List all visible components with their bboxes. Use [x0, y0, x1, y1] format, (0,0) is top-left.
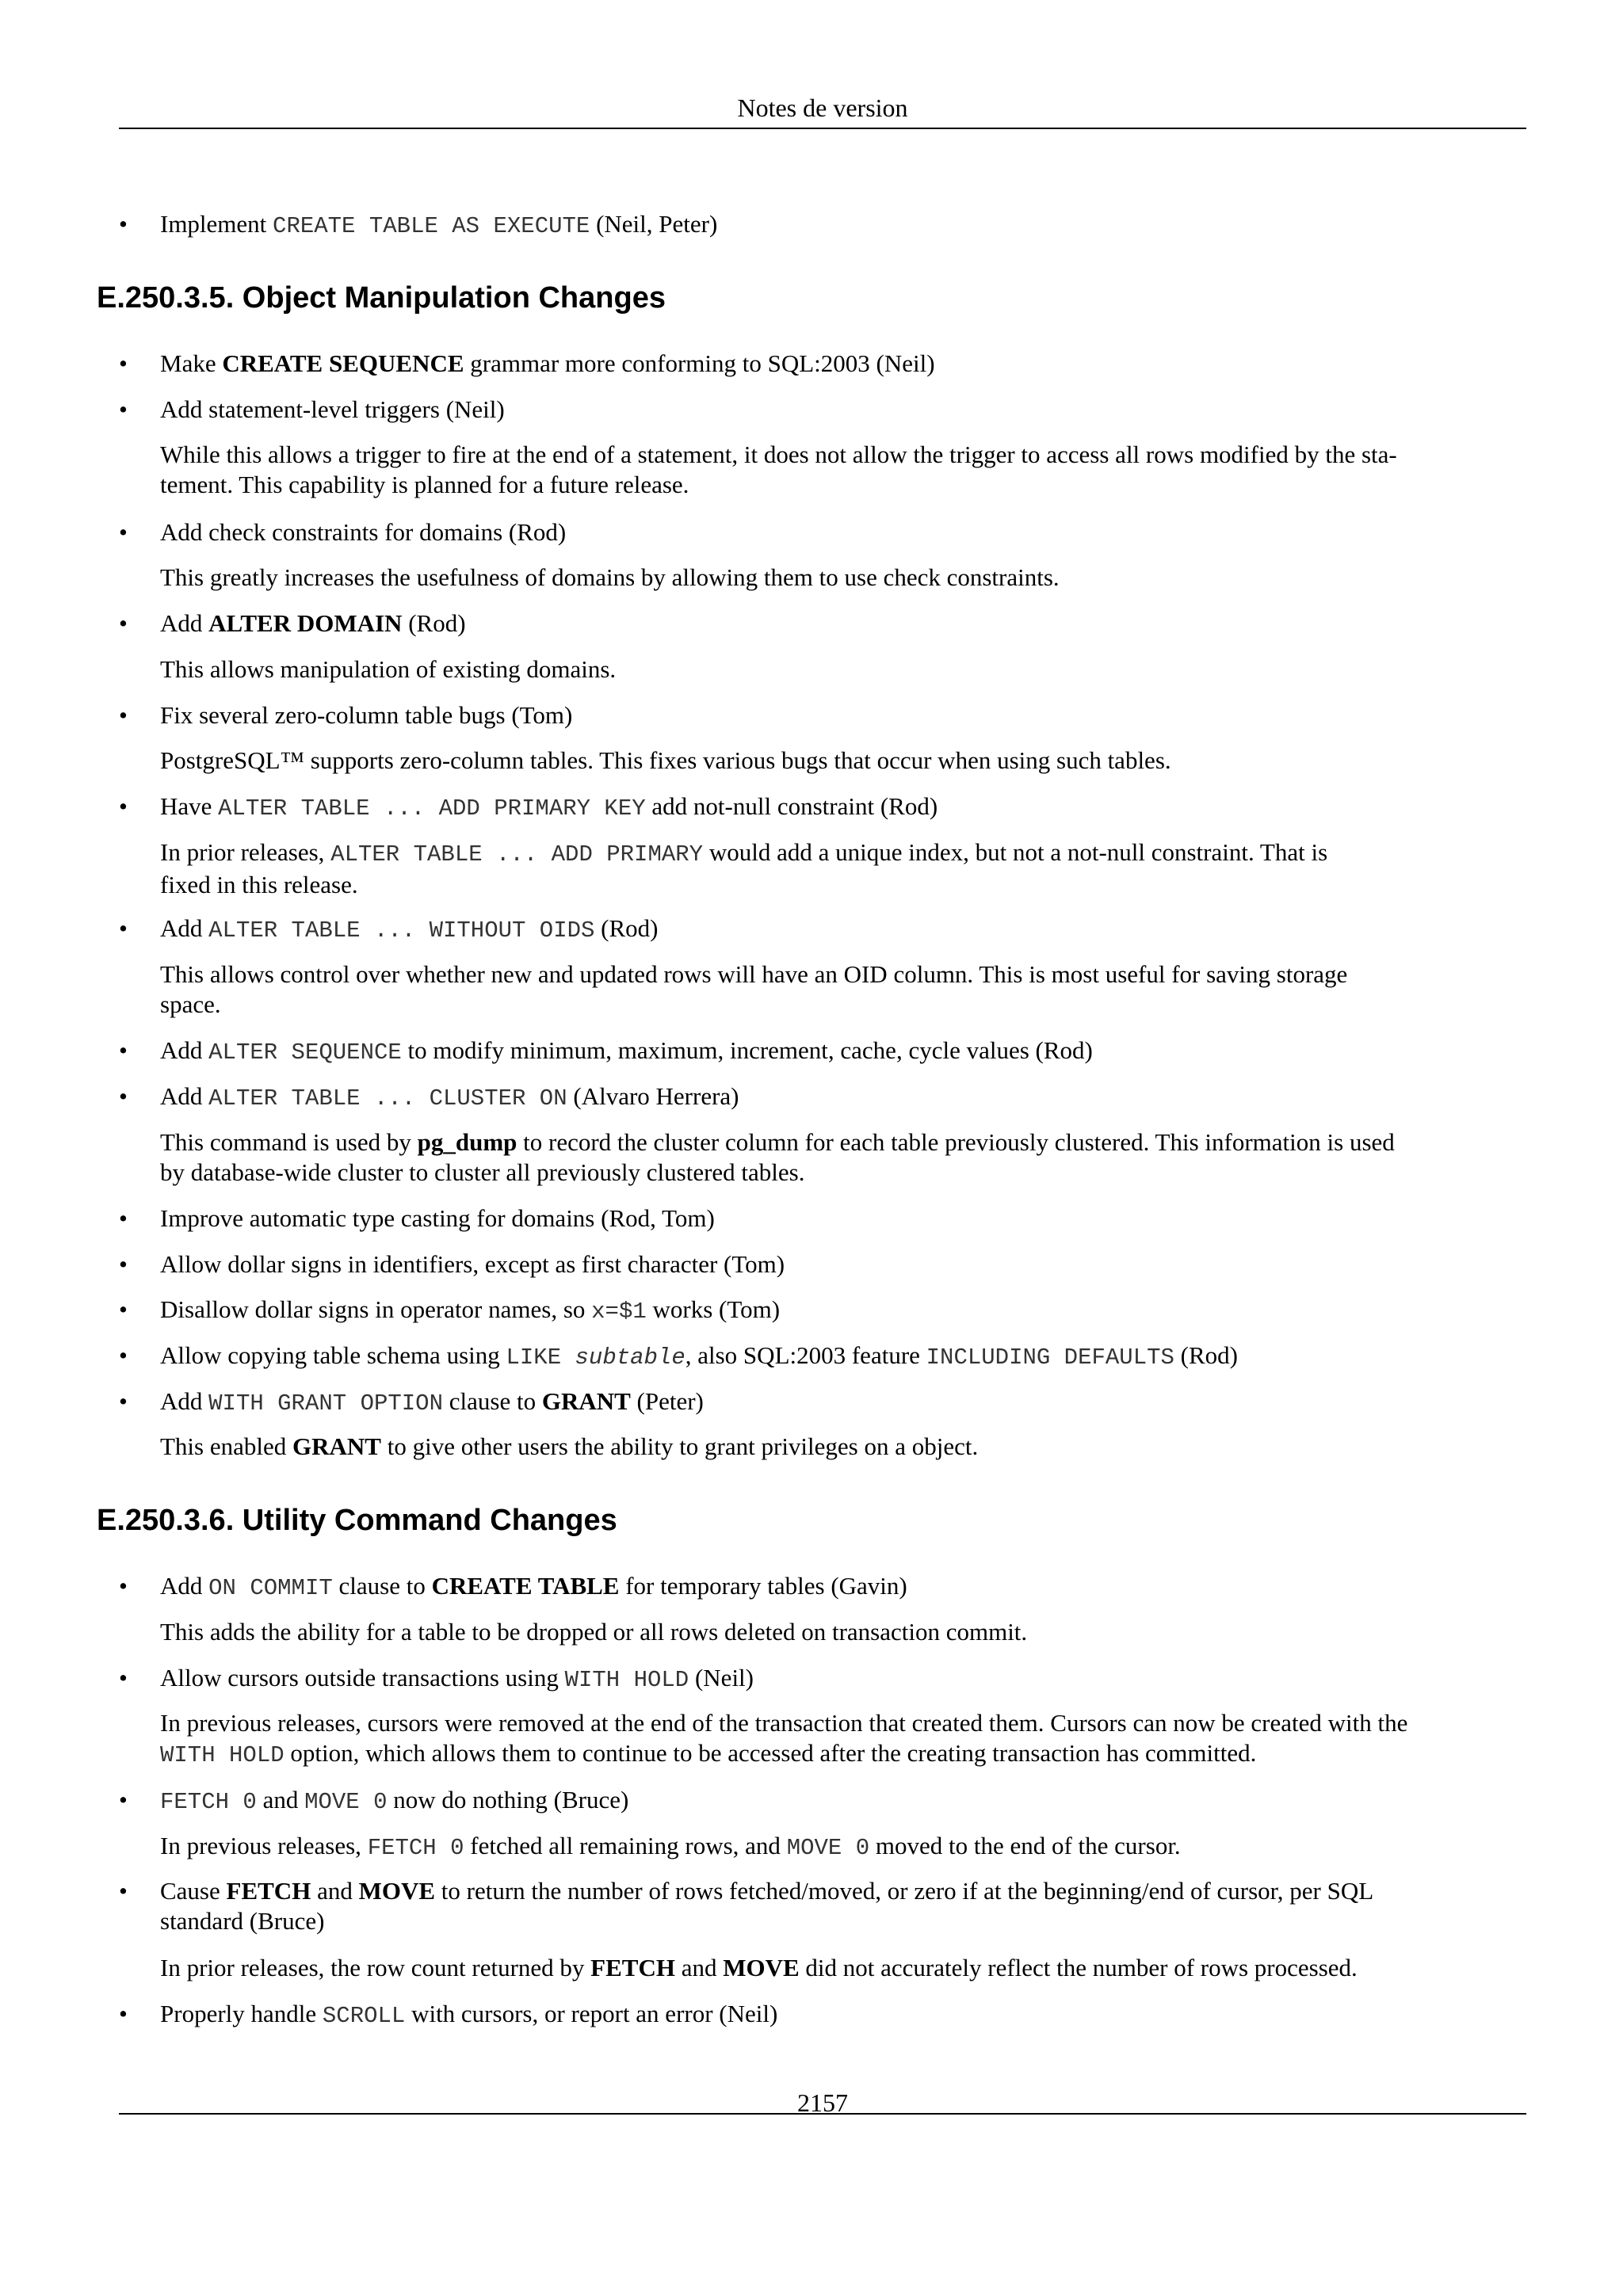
item-description: While this allows a trigger to fire at the end of a statement, it does not allow the trigger to access all rows modified by the sta- tement. This capability is planned for a future release. [160, 441, 1397, 498]
item-description: This adds the ability for a table to be dropped or all rows deleted on transaction commit. [160, 1618, 1028, 1646]
item-description: This greatly increases the usefulness of domains by allowing them to use check constraints. [160, 563, 1060, 591]
header-rule [119, 128, 1526, 129]
item-description: PostgreSQL™ supports zero-column tables. This fixes various bugs that occur when using such tables. [160, 746, 1171, 774]
item-description: This enabled GRANT to give other users the ability to grant privileges on a object. [160, 1432, 979, 1460]
document-page: Notes de version • Implement CREATE TABLE AS EXECUTE (Neil, Peter) E.250.3.5. Object Manipulation Changes • Make CREATE SEQUENCE grammar more conforming to SQL:2003 (Neil) • Add statement-level triggers (Neil) While this allows a trigger to fire at the end of a statement, it does not allow the trigger to access all rows modified by the sta- tement. This capability is planned for a future release. • Add check constraints for domains (Rod) This greatly increases the usefulness of domains by allowing them to use check constraints. • Add ALTER DOMAIN (Rod) This allows manipulation of existing domains. • Fix several zero-column table bugs (Tom) PostgreSQL™ supports zero-column tables. This fixes various bugs that occur when using such tables. • Have ALTER TABLE ... ADD PRIMARY KEY add not-null constraint (Rod) In prior releases, ALTER TABLE ... ADD PRIMARY would add a unique index, but not a not-null constraint. That is fixed in this release. • Add ALTER TABLE ... WITHOUT OIDS (Rod) This allows control over whether new and updated rows will have an OID column. This is most useful for saving storage space. • Add ALTER SEQUENCE to modify minimum, maximum, increment, cache, cycle values (Rod) • Add ALTER TABLE ... CLUSTER ON (Alvaro Herrera) This command is used by pg_dump to record the cluster column for each table previously clustered. This information is used by database-wide cluster to cluster all previously clustered tables. • Improve automatic type casting for domains (Rod, Tom) • Allow dollar signs in identifiers, except as first character (Tom) • Disallow dollar signs in operator names, so x=$1 works (Tom) • Allow copying table schema using LIKE subtable, also SQL:2003 feature INCLUDING DEFAULTS (Rod) • Add WITH GRANT OPTION clause to GRANT (Peter) This enabled GRANT to give other users the ability to grant privileges on a object. E.250.3.6. Utility Command Changes • Add ON COMMIT clause to CREATE TABLE for temporary tables (Gavin) This adds the ability for a table to be dropped or all rows deleted on transaction commit. • Allow cursors outside transactions using WITH HOLD (Neil) In previous releases, cursors were removed at the end of the transaction that created them. Cursors can now be created with the WITH HOLD option, which allows them to continue to be accessed after the creating transaction has committed. • FETCH 0 and MOVE 0 now do nothing (Bruce) In previous releases, FETCH 0 fetched all remaining rows, and MOVE 0 moved to the end of the cursor. • Cause FETCH and MOVE to return the number of rows fetched/moved, or zero if at the beginning/end of cursor, per SQL standard (Bruce) In prior releases, the row count returned by FETCH and MOVE did not accurately reflect the number of rows processed. • Properly handle SCROLL with cursors, or report an error (Neil) 2157 [0, 0, 1623, 2296]
item-description: In prior releases, ALTER TABLE ... ADD PRIMARY would add a unique index, but not a not-null constraint. That is fixed in this release. [160, 838, 1328, 898]
page-number: 2157 [797, 2088, 848, 2117]
item-description: In prior releases, the row count returned by FETCH and MOVE did not accurately reflect the number of rows processed. [160, 1954, 1358, 1981]
item-description: In previous releases, cursors were removed at the end of the transaction that created them. Cursors can now be created with the WITH HOLD option, which allows them to continue to be accessed after the creating transaction has committed. [160, 1709, 1408, 1768]
item-description: This command is used by pg_dump to record the cluster column for each table previously clustered. This information is used by database-wide cluster to cluster all previously clustered tables. [160, 1128, 1395, 1186]
section-heading: E.250.3.6. Utility Command Changes [97, 1504, 617, 1537]
item-description: In previous releases, FETCH 0 fetched all remaining rows, and MOVE 0 moved to the end of the cursor. [160, 1832, 1181, 1861]
item-description: This allows control over whether new and updated rows will have an OID column. This is most useful for saving storage space. [160, 960, 1348, 1018]
item-description: This allows manipulation of existing domains. [160, 655, 617, 683]
bullet: • [119, 210, 128, 238]
running-header: Notes de version [737, 93, 908, 122]
section-heading: E.250.3.5. Object Manipulation Changes [97, 281, 666, 315]
